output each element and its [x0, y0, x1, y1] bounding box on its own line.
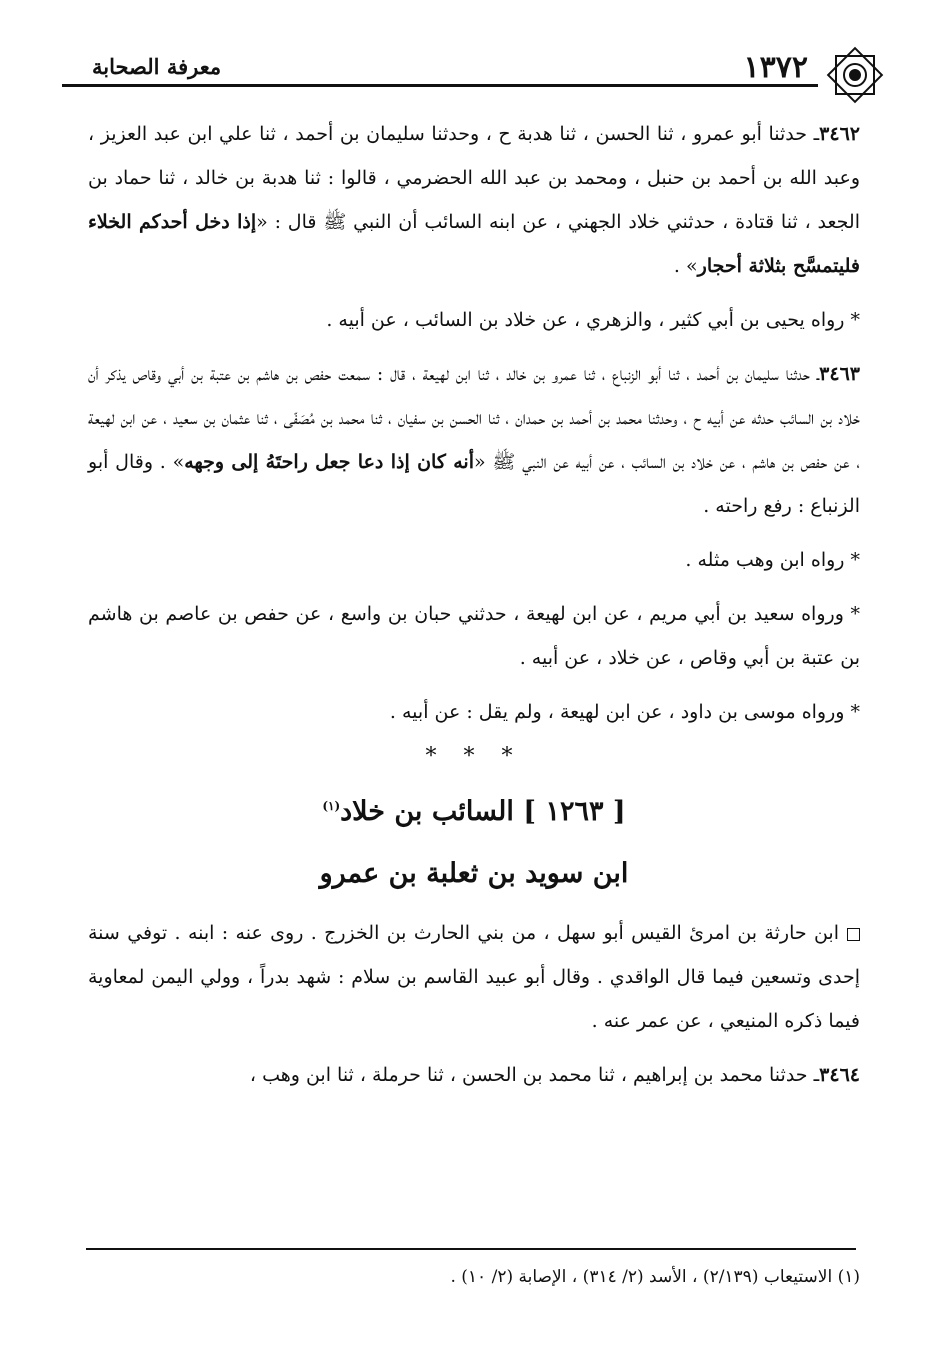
- entry-heading: [88, 779, 860, 839]
- hadith-number: ٣٤٦٤: [819, 1064, 860, 1086]
- hadith-number: ٣٤٦٣: [819, 363, 860, 385]
- footnote-ref: (١): [322, 799, 341, 813]
- ornament-icon: [824, 44, 886, 106]
- header-divider: [62, 84, 818, 87]
- page-header: [62, 44, 886, 106]
- entry-title: [ ١٢٦٣ ] السائب بن خلاد: [340, 796, 626, 827]
- hadith-paragraph: [88, 352, 860, 528]
- main-text: [88, 112, 860, 1107]
- narration-note: * رواه ابن وهب مثله .: [685, 549, 860, 571]
- paragraph-text: ـ حدثنا محمد بن إبراهيم ، ثنا محمد بن الحسن ، ثنا حرملة ، ثنا ابن وهب ،: [249, 1064, 820, 1086]
- paragraph-text: » . وقال أبو الزنباع : رفع راحته .: [88, 451, 860, 517]
- book-title: معرفة الصحابة: [92, 54, 222, 79]
- bio-text: ابن حارثة بن امرئ القيس أبو سهل ، من بني الحارث بن الخزرج . روى عنه : ابنه . توفي سنة إحدى وتسعين فيما قال الواقدي . وقال أبو عبيد القاسم بن سلام : شهد بدراً ، وولي اليمن لمعاوية فيما ذكره المنيعي ، عن عمر عنه .: [88, 922, 860, 1032]
- narration-note: * ورواه موسى بن داود ، عن ابن لهيعة ، ولم يقل : عن أبيه .: [389, 701, 860, 723]
- narration-note: * ورواه سعيد بن أبي مريم ، عن ابن لهيعة ، حدثني حبان بن واسع ، عن حفص بن عاصم بن هاشم بن عتبة بن أبي وقاص ، عن خلاد ، عن أبيه .: [88, 603, 860, 669]
- page-number: ١٣٧٢: [743, 50, 808, 85]
- hadith-paragraph: [88, 1053, 860, 1097]
- narration-note: * رواه يحيى بن أبي كثير ، والزهري ، عن خلاد بن السائب ، عن أبيه .: [326, 309, 860, 331]
- hadith-quote: أنه كان إذا دعا جعل راحتَهُ إلى وجهه: [184, 451, 474, 473]
- paragraph-text: ـ حدثنا سليمان بن أحمد ، ثنا أبو الزنباع ، ثنا عمرو بن خالد ، ثنا ابن لهيعة ، قال : سمعت حفص بن هاشم بن عتبة بن أبي وقاص يذكر أن خلاد بن السائب حدثه عن أبيه ح ، وحدثنا محمد بن أحمد بن حمدان ، ثنا الحسن بن سفيان ، ثنا محمد بن مُصَفّى ، ثنا عثمان بن سعيد ، عن ابن لهيعة ، عن حفص بن هاشم ، عن خلاد بن السائب ، عن أبيه عن النبي ﷺ «: [88, 363, 860, 473]
- hadith-quote: إذا دخل أحدكم الخلاء فليتمسَّح بثلاثة أحجار: [88, 211, 860, 277]
- square-marker-icon: [847, 928, 860, 941]
- paragraph-text: » .: [673, 255, 698, 277]
- paragraph-text: ـ حدثنا أبو عمرو ، ثنا الحسن ، ثنا هدبة ح ، وحدثنا سليمان بن أحمد ، ثنا علي ابن عبد العزيز ، وعبد الله بن أحمد بن حنبل ، ومحمد بن عبد الله الحضرمي ، قالوا : ثنا هدبة بن خالد ، ثنا حماد بن الجعد ، ثنا قتادة ، حدثني خلاد الجهني ، عن ابنه السائب أن النبي ﷺ قال : «: [88, 123, 860, 233]
- entry-subheading: ابن سويد بن ثعلبة بن عمرو: [319, 858, 629, 889]
- hadith-number: ٣٤٦٢: [819, 123, 860, 145]
- footnote-divider: [86, 1248, 856, 1250]
- footnote: (١) الاستيعاب (٢/١٣٩) ، الأسد (٢/ ٣١٤) ، الإصابة (٢/ ١٠) .: [450, 1267, 860, 1287]
- hadith-paragraph: [88, 112, 860, 288]
- bio-paragraph: [88, 911, 860, 1043]
- section-separator: * * *: [425, 744, 523, 769]
